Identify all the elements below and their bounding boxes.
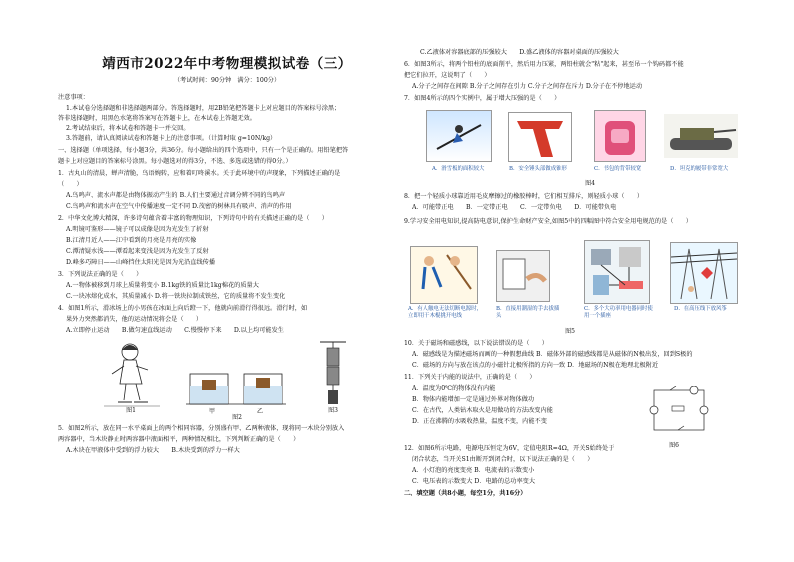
figure-caption: A．滑雪板的面积较大: [432, 166, 485, 172]
notice-heading: 注意事项：: [58, 94, 89, 101]
option-text: C．电压表的示数变大 D．电路的总功率变大: [412, 478, 536, 485]
figure-caption: 图6: [669, 442, 679, 449]
kite-under-powerline-illustration: [670, 242, 738, 304]
section-heading: 二、填空题（共8小题，每空1分，共16分）: [404, 490, 527, 497]
notice-line: 2.考试结束后，将本试卷和答题卡一并交回。: [66, 125, 190, 132]
option-text: A.一物体被移到月球上质量将变小 B.1kg铁的质量比1kg棉花的质量大: [66, 282, 259, 289]
figure-caption: B．安全锤头部做成锥形: [509, 166, 567, 172]
question-text: 12．如图6所示电路，电源电压恒定为6V，定值电阻R=4Ω，开关S始终处于: [404, 445, 615, 452]
figure-caption: 图3: [328, 407, 338, 414]
exam-title: 靖西市2022年中考物理模拟试卷（三）: [102, 56, 352, 72]
question-text: 6．如图3所示，将两个铅柱的底面削平，然后用力压紧，两铅柱就会"粘"起来，甚至吊一个钩码都不能: [404, 61, 684, 68]
exam-subtitle: （考试时间：90分钟 满分：100分）: [173, 77, 281, 84]
tank-photo: [664, 114, 738, 158]
overloaded-socket-illustration: [584, 240, 650, 304]
option-text: A.明镜可鉴形——镜子可以成像是因为光发生了折射: [66, 226, 209, 233]
option-text: C.鸟鸣声和流水声在空气中传播速度一定不同 D.茂密的树林具有吸声、消声的作用: [66, 203, 292, 210]
option-text: C.潭清疑水浅——潭看起来变浅是因为光发生了反射: [66, 248, 209, 255]
option-text: C．在古代，人类钻木取火是用做功的方法改变内能: [412, 407, 553, 414]
question-text: 9.学习安全用电知识,提高防电意识,保护生命财产安全,如图5中的四幅图中符合安全用电规范的是（ ）: [404, 218, 692, 225]
figure-caption: D．坦克的履带非常宽大: [670, 166, 729, 172]
figure-caption: 图4: [585, 180, 595, 187]
section-heading: 题卡上对应题目的答案标号涂黑。每小题选对的得3分，不选、多选或选错的得0分。）: [58, 158, 292, 165]
section-heading: 一、选择题（单项选择，每小题3分，共36分。每小题给出的四个选项中，只有一个是正确的。用铅笔把答: [58, 147, 349, 154]
option-text: A.木块在甲液体中受到的浮力较大 B.木块受到的浮力一样大: [66, 447, 240, 454]
option-text: C．磁场的方向与放在该点的小磁针北极所指的方向一致 D．地磁场的N极在地理北极附近: [412, 362, 659, 369]
question-text: （ ）: [58, 181, 83, 188]
figure-caption: 图2: [232, 414, 242, 421]
option-text: A．可能带正电 B．一定带正电 C．一定带负电 D．可能带负电: [412, 204, 617, 211]
containers-figure: [186, 370, 286, 410]
question-text: 果外力突然都消失，他的运动情况将会是（ ）: [66, 316, 203, 323]
option-text: B.江清月近人——江中看到的月亮是月亮的实像: [66, 237, 197, 244]
question-text: 4．如图1所示，滑冰场上的小男孩在冰面上向后蹬一下，他就向前滑行得很远。滑行时，如: [58, 305, 308, 312]
option-text: C.乙液体对容器底部的压强较大 D.盛乙液体的容器对桌面的压强较大: [420, 49, 619, 56]
skater-figure: [102, 340, 162, 412]
option-text: D.峰多巧障日——山峰挡住太阳光是因为光沿直线传播: [66, 259, 216, 266]
skier-photo: [426, 110, 492, 162]
notice-line: 1.本试卷分选择题和非选择题两部分。答选择题时，用2B铅笔把答题卡上对应题目的答案标号涂黑；: [66, 105, 341, 112]
lead-cylinders-figure: [318, 340, 348, 410]
circuit-figure: [648, 386, 710, 438]
question-text: 把它们拉开，这说明了（ ）: [404, 72, 491, 79]
option-text: A.分子之间存在间隙 B.分子之间存在引力 C.分子之间存在斥力 D.分子在不停地运动: [412, 83, 643, 90]
option-text: B．物体内能增加一定是通过外界对物体做功: [412, 396, 535, 403]
notice-line: 3.答题前，请认真阅读试卷和答题卡上的注意事项。（计算时取 g=10N/kg）: [66, 135, 277, 142]
option-text: A．小灯泡的亮度变亮 B．电流表的示数变小: [412, 467, 535, 474]
option-text: A．温度为0℃的物体没有内能: [412, 385, 496, 392]
backpack-photo: [594, 110, 646, 162]
question-text: 11．下列关于内能的说法中，正确的是（ ）: [404, 374, 536, 381]
question-text: 5．如图2所示，放在同一水平桌面上的两个相同容器，分别盛有甲、乙两种液体，现将同一木块分别放入: [58, 425, 345, 432]
option-text: A．磁感线是为描述磁场而画的一种假想曲线 B．磁体外部的磁感线都是从磁体的N极出发，回到S极的: [412, 351, 693, 358]
figure-caption: C．多个大功率用电器同时使用一个插座: [584, 306, 653, 319]
container-label-b: 乙: [256, 408, 263, 415]
question-text: 8．把一个轻质小球靠近用毛皮摩擦过的橡胶棒时，它们相互排斥，则轻质小球（ ）: [404, 193, 644, 200]
question-text: 7．如图4所示的四个实例中，属于增大压强的是（ ）: [404, 95, 561, 102]
figure-caption: 图1: [126, 407, 136, 414]
option-text: A.立即停止运动 B.做匀速直线运动 C.慢慢停下来 D.以上均可能发生: [66, 327, 284, 334]
question-text: 两容器中，当木块静止时两容器中液面相平，两种情况相比，下列判断正确的是（ ）: [58, 436, 300, 443]
figure-caption: D．在高压线下放风筝: [674, 306, 727, 312]
question-text: 3．下列说法正确的是（ ）: [58, 271, 143, 278]
notice-line: 答非选择题时，用黑色水笔将答案写在答题卡上，在本试卷上答题无效。: [58, 115, 256, 122]
option-text: A.鸟鸣声、流水声都是由物体振动产生的 B.人们主要通过音调分辨不同的鸟鸣声: [66, 192, 286, 199]
question-text: 10．关于磁场和磁感线，以下说法错误的是（ ）: [404, 340, 548, 347]
figure-caption: A．有人触电无法切断电源时，立即用干木棍挑开电线: [408, 306, 482, 319]
container-label-a: 甲: [208, 408, 215, 415]
question-text: 2．中华文化博大精深，许多诗句蕴含着丰富的物理知识，下列诗句中的有关描述正确的是（ ）: [58, 215, 328, 222]
safety-hammer-photo: [508, 112, 572, 162]
figure-caption: 图5: [565, 328, 575, 335]
figure-caption: B．直接用潮湿的手去拔插头: [496, 306, 560, 319]
rescue-illustration: [410, 246, 478, 304]
option-text: C.一块冰熔化成水，其质量减小 D.将一铁块拉制成铁丝，它的质量将不发生变化: [66, 293, 286, 300]
figure-caption: C．书包的背带较宽: [594, 166, 642, 172]
wet-hand-plug-illustration: [496, 250, 550, 302]
question-text: 1．古丸山的清晨，蝉声清脆，鸟语婉转，应和着叮咚溪水。关于此环境中的声现象，下列描述正确的是: [58, 170, 341, 177]
question-text: 闭合状态，当开关S1由断开到闭合时，以下说法正确的是（ ）: [412, 456, 594, 463]
option-text: D．正在沸腾的水吸收热量，温度不变，内能不变: [412, 418, 547, 425]
